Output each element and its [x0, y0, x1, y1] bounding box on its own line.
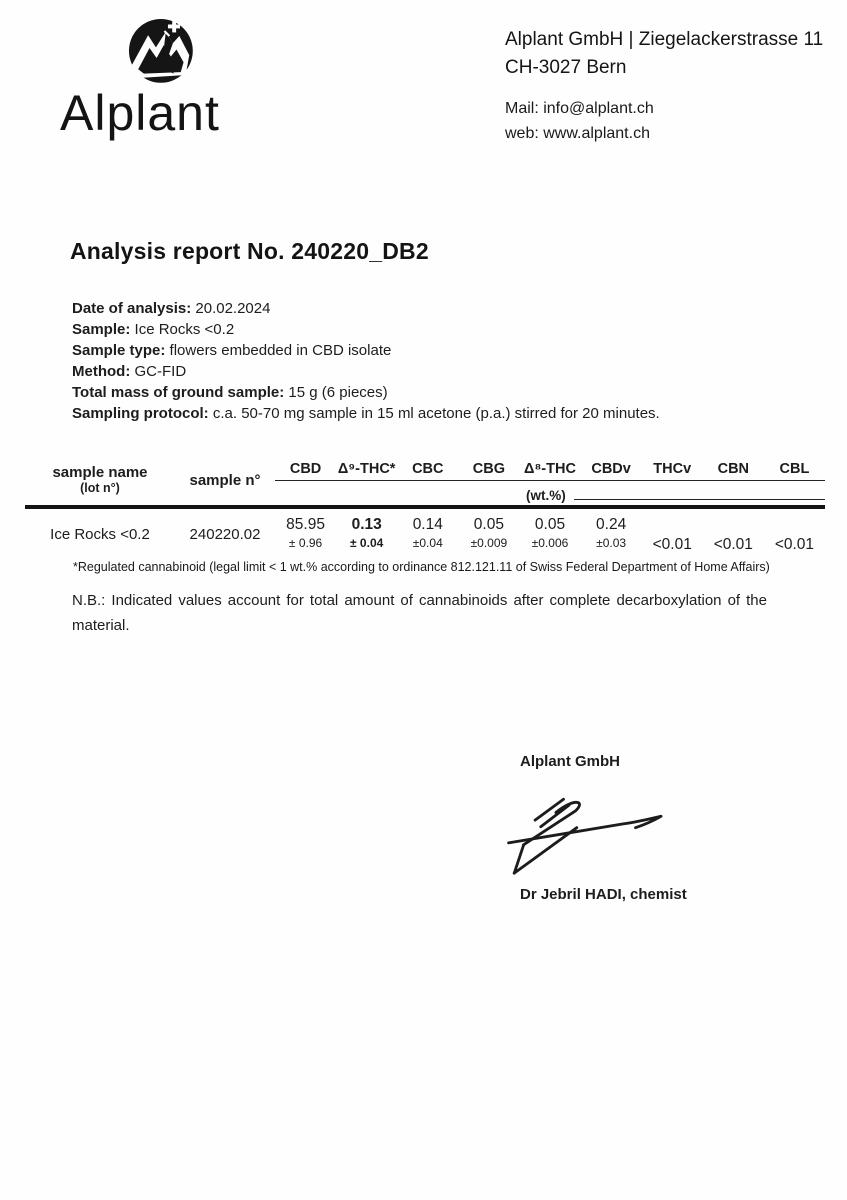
error-margin: ±0.006 — [531, 535, 569, 550]
column-header-cbdv: CBDv — [591, 461, 631, 477]
value-cbn — [703, 515, 764, 555]
value: 0.05 — [473, 515, 504, 533]
detail-sample — [72, 319, 660, 340]
company-mail: Mail: info@alplant.ch — [505, 100, 654, 117]
logo-wordmark: Alplant — [60, 85, 220, 141]
unit-row — [275, 481, 825, 503]
cannabinoid-column-headers — [275, 458, 825, 481]
value: 0.05 — [534, 515, 566, 533]
detail-label: Total mass of ground sample: — [72, 384, 285, 401]
company-address-line1: Alplant GmbH | Ziegelackerstrasse 11 — [505, 29, 824, 50]
error-margin: ±0.009 — [470, 535, 508, 550]
company-contact — [505, 96, 823, 146]
report-details — [72, 298, 660, 424]
mountain-swiss-cross-icon — [124, 14, 202, 92]
nb-note: N.B.: Indicated values account for total amount of cannabinoids after complete decarboxylation of the material. — [72, 592, 767, 634]
detail-label: Method: — [72, 363, 131, 380]
value: <0.01 — [774, 535, 815, 553]
detail-value: 20.02.2024 — [195, 300, 271, 317]
detail-sample-type — [72, 340, 660, 361]
signature-block — [520, 753, 687, 903]
detail-value: Ice Rocks <0.2 — [134, 321, 235, 338]
report-title: Analysis report No. 240220_DB2 — [70, 238, 429, 264]
column-header-thcv: THCv — [653, 461, 692, 477]
company-address-line2: CH-3027 Bern — [505, 57, 627, 78]
value-cbd — [275, 515, 336, 555]
detail-label: Sample: — [72, 321, 131, 338]
detail-date-of-analysis — [72, 298, 660, 319]
results-table-header — [25, 458, 825, 503]
unit-divider-line — [574, 499, 825, 500]
value: <0.01 — [713, 535, 753, 553]
column-header-sample-number: sample n° — [189, 472, 261, 489]
value-cbg — [458, 515, 519, 555]
value: 0.24 — [596, 515, 627, 533]
column-header-d9-thc: Δ⁹-THC* — [337, 461, 396, 477]
value: <0.01 — [652, 535, 692, 553]
error-margin: ± 0.96 — [288, 535, 323, 550]
cell-values — [275, 515, 825, 555]
error-margin: ± 0.04 — [350, 535, 384, 550]
cell-sample-name: Ice Rocks <0.2 — [50, 526, 150, 543]
detail-value: flowers embedded in CBD isolate — [169, 342, 392, 359]
lot-number-subheader: (lot n°) — [80, 481, 120, 495]
error-margin: ±0.03 — [596, 535, 627, 550]
value-d9-thc — [336, 515, 397, 555]
value: 85.95 — [286, 515, 325, 533]
handwritten-signature — [498, 786, 683, 876]
signature-company: Alplant GmbH — [520, 753, 620, 770]
detail-method — [72, 361, 660, 382]
detail-label: Date of analysis: — [72, 300, 192, 317]
company-logo — [60, 14, 220, 142]
results-table — [25, 458, 825, 574]
regulated-cannabinoid-footnote: *Regulated cannabinoid (legal limit < 1 wt.% according to ordinance 812.121.11 of Swiss Federal Department of Home Affairs) — [73, 559, 770, 574]
column-header-sample-name — [25, 458, 175, 503]
column-header-d8-thc: Δ⁸-THC — [524, 461, 576, 477]
error-margin: ±0.04 — [412, 535, 443, 550]
detail-label: Sampling protocol: — [72, 405, 209, 422]
company-info — [505, 26, 823, 146]
detail-label: Sample type: — [72, 342, 166, 359]
column-header-cbd: CBD — [289, 461, 322, 477]
value-cbl — [764, 515, 825, 555]
detail-total-mass — [72, 382, 660, 403]
table-row — [25, 515, 825, 555]
value: 0.13 — [351, 515, 382, 533]
value-thcv — [642, 515, 703, 555]
detail-value: 15 g (6 pieces) — [288, 384, 388, 401]
company-web: web: www.alplant.ch — [505, 125, 650, 142]
unit-label: (wt.%) — [526, 488, 566, 503]
value-cbdv — [581, 515, 642, 555]
table-header-divider — [25, 505, 825, 509]
value: 0.14 — [412, 515, 443, 533]
value-d8-thc — [519, 515, 580, 555]
column-header-cbn: CBN — [717, 461, 750, 477]
detail-sampling-protocol — [72, 403, 660, 424]
column-header-cbl: CBL — [779, 461, 810, 477]
signature-signer: Dr Jebril HADI, chemist — [520, 886, 687, 903]
column-header-cbc: CBC — [412, 461, 444, 477]
cannabinoid-header-group — [275, 458, 825, 503]
sample-name-header: sample name — [52, 464, 148, 481]
cell-sample-number: 240220.02 — [189, 526, 261, 543]
value-cbc — [397, 515, 458, 555]
column-header-cbg: CBG — [472, 461, 505, 477]
detail-value: GC-FID — [134, 363, 187, 380]
detail-value: c.a. 50-70 mg sample in 15 ml acetone (p.a.) stirred for 20 minutes. — [212, 405, 660, 422]
